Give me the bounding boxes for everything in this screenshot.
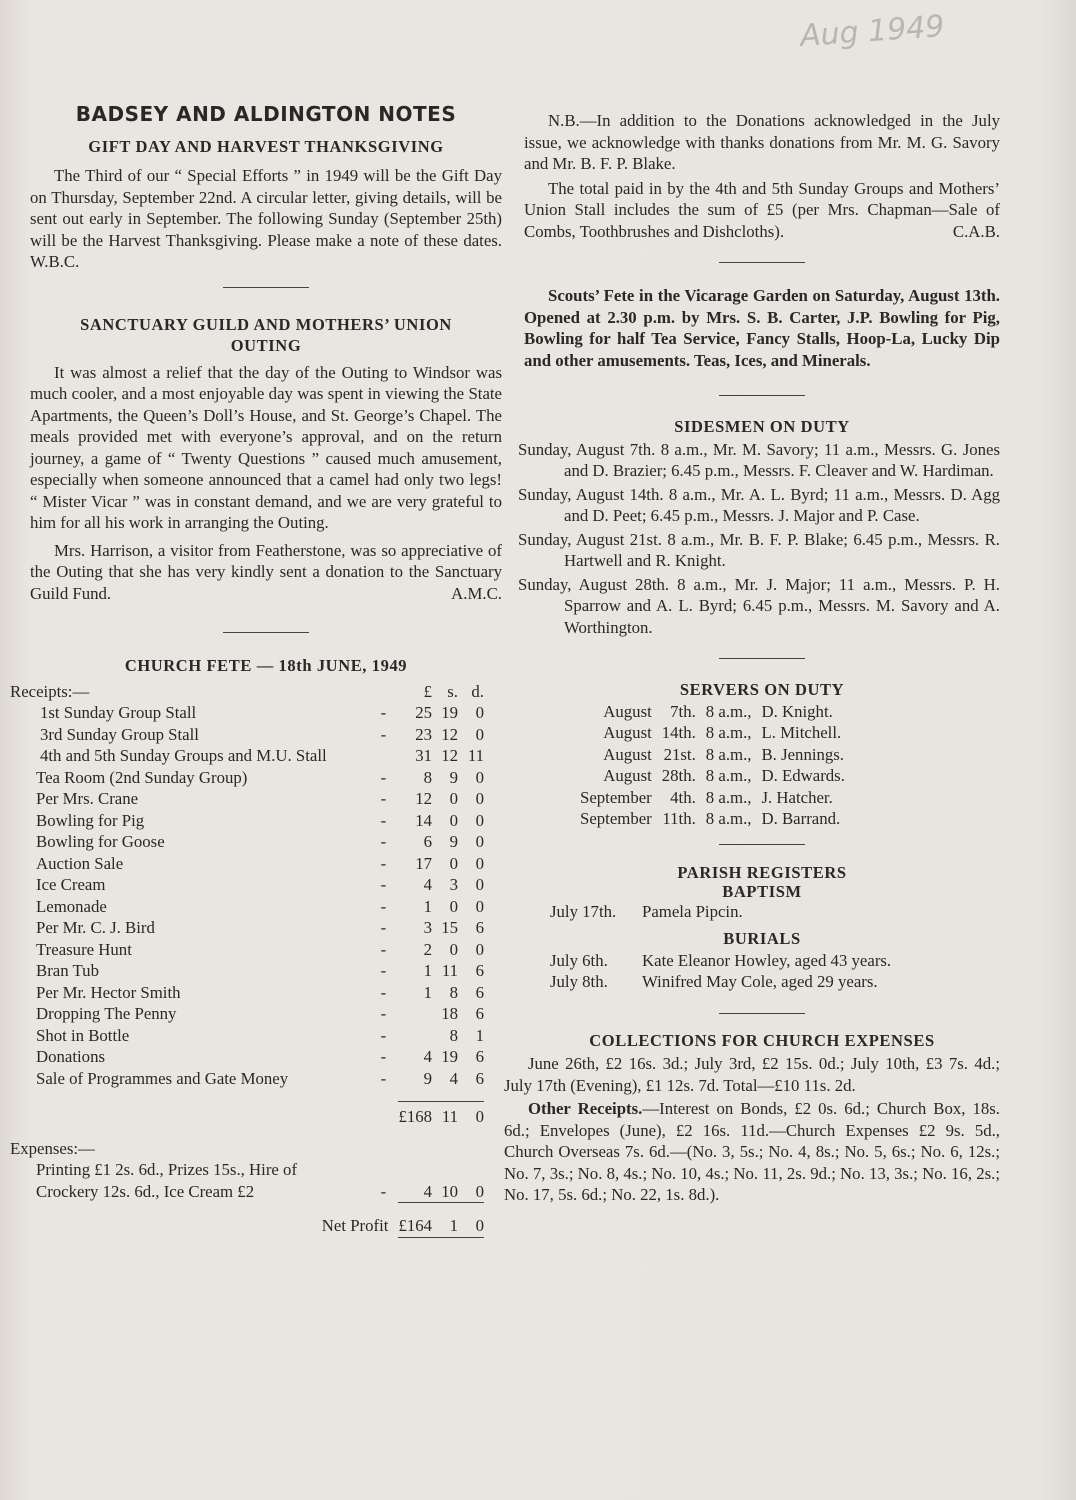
pounds-value — [398, 1025, 432, 1047]
server-name: J. Hatcher. — [761, 787, 833, 807]
collections-heading: COLLECTIONS FOR CHURCH EXPENSES — [589, 1030, 935, 1050]
register-name: Pamela Pipcin. — [642, 901, 743, 921]
divider-rule — [719, 1013, 805, 1014]
server-day: 28th. — [661, 766, 696, 785]
receipt-item: Ice Cream — [36, 875, 106, 894]
receipt-item: Dropping The Penny — [36, 1004, 177, 1023]
receipts-total-row — [10, 1102, 484, 1128]
pounds-value: 9 — [423, 1068, 432, 1088]
pounds-value: 12 — [415, 789, 432, 808]
server-day: 21st. — [663, 744, 696, 764]
register-name: Kate Eleanor Howley, aged 43 years. — [642, 950, 892, 970]
leader-dash: - — [380, 1004, 387, 1023]
pounds-value: 2 — [423, 939, 432, 959]
outing-paragraph-2-text: Mrs. Harrison, a visitor from Featherstone, was so appreciative of the Outing that she has very kindly sent a donation to the Sanctuary Guild Fund. — [30, 540, 502, 603]
receipt-row — [10, 702, 484, 724]
receipt-row — [10, 767, 484, 789]
receipt-row — [10, 853, 484, 875]
server-time: 8 a.m., — [705, 809, 752, 828]
receipts-label: Receipts:— — [10, 681, 90, 701]
gift-day-section — [30, 136, 502, 273]
gift-day-signature: W.B.C. — [30, 252, 80, 271]
shillings-value: 0 — [449, 939, 458, 959]
server-month: August — [603, 723, 652, 742]
sidesmen-heading: SIDESMEN ON DUTY — [674, 417, 850, 436]
scouts-fete-notice: Scouts’ Fete in the Vicarage Garden on Saturday, August 13th. Opened at 2.30 p.m. by Mrs. S. B. Carter, J.P. Bowling for Pig, Bowling for half Tea Service, Fancy Stalls, Hoop-La, Lucky Dip and other amusements. Teas, Ices, and Minerals. — [524, 286, 1000, 370]
pounds-value: 1 — [423, 982, 432, 1002]
receipt-row — [10, 831, 484, 853]
shillings-value: 0 — [449, 789, 458, 808]
pence-value: 11 — [467, 746, 484, 765]
expenses-label-row — [10, 1138, 484, 1160]
expenses-pence: 0 — [475, 1181, 484, 1201]
register-date: July 8th. — [550, 972, 608, 991]
baptism-list — [550, 901, 1000, 923]
shillings-value: 9 — [449, 832, 458, 851]
receipt-item: Donations — [36, 1047, 105, 1066]
outing-paragraph-2 — [30, 540, 502, 605]
server-name: D. Edwards. — [761, 766, 845, 785]
pounds-value: 1 — [423, 961, 432, 980]
server-name: D. Barrand. — [761, 809, 841, 828]
sidesmen-entry: Sunday, August 28th. 8 a.m., Mr. J. Major; 11 a.m., Messrs. P. H. Sparrow and A. L. Byrd; 6.45 p.m., Messrs. M. Savory and A. Worthington. — [518, 574, 1000, 637]
col-header-pence: d. — [471, 681, 484, 701]
receipt-row — [10, 960, 484, 982]
sidesmen-list — [518, 439, 1000, 639]
server-time: 8 a.m., — [705, 744, 752, 764]
expenses-label: Expenses:— — [10, 1138, 95, 1158]
shillings-value: 19 — [441, 703, 458, 722]
shillings-value: 19 — [441, 1047, 458, 1066]
shillings-value: 8 — [449, 1025, 458, 1045]
outing-section — [30, 314, 502, 605]
leader-dash: - — [380, 1047, 387, 1066]
total-pence: 0 — [458, 1102, 484, 1128]
receipt-row — [10, 939, 484, 961]
closing-rule — [398, 1237, 484, 1244]
pounds-value: 1 — [423, 896, 432, 916]
fete-accounts-table — [10, 681, 484, 1244]
nb-paragraph-1: N.B.—In addition to the Donations acknowledged in the July issue, we acknowledge with thanks donations from Mr. M. G. Savory and Mr. B. F. P. Blake. — [524, 111, 1000, 173]
receipt-row — [10, 788, 484, 810]
nb-signature: C.A.B. — [952, 221, 1000, 241]
receipt-item: Per Mr. C. J. Bird — [36, 918, 155, 937]
pence-value: 6 — [475, 918, 484, 937]
handwritten-date-note: Aug 1949 — [798, 9, 946, 54]
sidesmen-entry: Sunday, August 21st. 8 a.m., Mr. B. F. P. Blake; 6.45 p.m., Messrs. R. Hartwell and R. Knight. — [518, 529, 1000, 570]
sidesmen-entry: Sunday, August 7th. 8 a.m., Mr. M. Savory; 11 a.m., Messrs. G. Jones and D. Brazier; 6.45 p.m., Messrs. F. Cleaver and W. Hardiman. — [518, 439, 1000, 480]
pence-value: 0 — [475, 875, 484, 894]
leader-dash: - — [380, 875, 387, 894]
nb-paragraph-2-text: The total paid in by the 4th and 5th Sunday Groups and Mothers’ Union Stall includes the sum of £5 (per Mrs. Chapman—Sale of Combs, Toothbrushes and Dishcloths). — [524, 178, 1000, 241]
shillings-value: 15 — [441, 918, 458, 937]
leader-dash: - — [380, 982, 387, 1002]
burial-entry — [550, 971, 1000, 993]
leader-dash: - — [380, 724, 387, 744]
server-month: September — [580, 787, 652, 807]
spacer-row — [10, 1089, 484, 1102]
divider-rule — [719, 658, 805, 659]
pence-value: 0 — [475, 896, 484, 916]
receipt-row — [10, 810, 484, 832]
server-name: D. Knight. — [761, 701, 833, 721]
burials-heading: BURIALS — [723, 929, 801, 948]
receipt-item: 1st Sunday Group Stall — [40, 703, 197, 722]
parish-registers-section — [524, 863, 1000, 993]
receipt-item: Bowling for Pig — [36, 810, 145, 830]
register-date: July 6th. — [550, 950, 608, 970]
server-row — [580, 787, 855, 809]
receipt-row — [10, 982, 484, 1004]
receipt-item: Shot in Bottle — [36, 1025, 130, 1045]
pence-value: 0 — [475, 789, 484, 808]
leader-dash: - — [380, 961, 387, 980]
receipt-row — [10, 1025, 484, 1047]
shillings-value: 3 — [449, 875, 458, 894]
pounds-value: 8 — [423, 767, 432, 787]
server-day: 4th. — [670, 787, 696, 807]
total-pounds: £168 — [398, 1102, 432, 1128]
leader-dash: - — [380, 703, 387, 722]
server-time: 8 a.m., — [705, 723, 752, 742]
expenses-pounds: 4 — [423, 1181, 432, 1201]
leader-dash — [368, 745, 398, 767]
church-fete-section — [10, 655, 502, 1244]
expenses-total-row — [10, 1181, 484, 1203]
leader-dash: - — [380, 853, 387, 873]
receipt-item: Per Mrs. Crane — [36, 789, 139, 808]
net-profit-pounds: £164 — [398, 1203, 432, 1238]
net-profit-label: Net Profit — [321, 1215, 389, 1235]
shillings-value: 4 — [449, 1068, 458, 1088]
server-month: August — [603, 766, 652, 785]
leader-dash: - — [380, 1025, 387, 1045]
server-row — [580, 765, 855, 787]
server-time: 8 a.m., — [705, 787, 752, 807]
gift-day-body — [30, 165, 502, 273]
divider-rule — [719, 844, 805, 845]
server-month: August — [603, 744, 652, 764]
server-month: August — [603, 701, 652, 721]
server-month: September — [580, 809, 652, 828]
server-row — [580, 701, 855, 723]
baptism-heading: BAPTISM — [722, 881, 802, 901]
receipt-item: Lemonade — [36, 896, 107, 916]
pounds-value: 14 — [415, 810, 432, 830]
gift-day-heading: GIFT DAY AND HARVEST THANKSGIVING — [88, 136, 444, 156]
receipt-item: Treasure Hunt — [36, 939, 132, 959]
right-column — [504, 110, 1000, 1206]
servers-section — [524, 679, 1000, 830]
leader-dash: - — [380, 1068, 387, 1088]
server-time: 8 a.m., — [705, 766, 752, 785]
shillings-value: 9 — [449, 767, 458, 787]
pounds-value: 25 — [415, 703, 432, 722]
expenses-line-2: Crockery 12s. 6d., Ice Cream £2 — [36, 1181, 255, 1201]
receipt-item: Bowling for Goose — [36, 832, 165, 851]
receipt-item: Auction Sale — [36, 853, 124, 873]
shillings-value: 12 — [441, 724, 458, 744]
pounds-value: 23 — [415, 724, 432, 744]
other-receipts-text: —Interest on Bonds, £2 0s. 6d.; Church Box, 18s. 6d.; Envelopes (June), £2 16s. 11d.—Church Expenses £2 9s. 5d., Church Overseas 7s. 6d.—(No. 3, 5s.; No. 4, 8s.; No. 5, 6s.; No. 6, 12s.; No. 7, 3s.; No. 8, 4s.; No. 10, 4s.; No. 11, 2s. 9d.; No. 13, 3s.; No. 16, 2s.; No. 17, 5s. 6d.; No. 22, 1s. 8d.). — [504, 1099, 1000, 1204]
pence-value: 6 — [475, 1004, 484, 1023]
server-day: 14th. — [661, 723, 696, 742]
server-day: 7th. — [670, 701, 696, 721]
baptism-entry — [550, 901, 1000, 923]
pence-value: 0 — [475, 939, 484, 959]
sidesmen-section — [518, 416, 1000, 638]
divider-rule — [223, 632, 309, 633]
closing-rule-row — [10, 1237, 484, 1244]
pence-value: 0 — [475, 767, 484, 787]
expenses-line-row — [10, 1159, 484, 1181]
server-name: B. Jennings. — [761, 744, 844, 764]
server-name: L. Mitchell. — [761, 723, 842, 742]
net-profit-pence: 0 — [458, 1203, 484, 1238]
receipt-item: Tea Room (2nd Sunday Group) — [36, 767, 248, 787]
pounds-value: 4 — [423, 1047, 432, 1066]
leader-dash: - — [380, 832, 387, 851]
pence-value: 1 — [475, 1025, 484, 1045]
gift-day-text: The Third of our “ Special Efforts ” in 1949 will be the Gift Day on Thursday, September 22nd. A circular letter, giving details, will be sent out early in September. The following Sunday (September 25th) will be the Harvest Thanksgiving. Please make a note of these dates. — [30, 166, 502, 250]
shillings-value: 8 — [449, 982, 458, 1002]
receipt-row — [10, 1068, 484, 1090]
receipt-item: Sale of Programmes and Gate Money — [36, 1068, 289, 1088]
pounds-value: 3 — [423, 918, 432, 937]
pounds-value: 17 — [415, 853, 432, 873]
net-profit-shillings: 1 — [432, 1203, 458, 1238]
leader-dash: - — [380, 767, 387, 787]
leader-dash: - — [380, 918, 387, 937]
server-row — [580, 808, 855, 830]
leader-dash: - — [380, 896, 387, 916]
shillings-value: 0 — [449, 896, 458, 916]
col-header-shillings: s. — [447, 681, 458, 701]
pence-value: 0 — [475, 724, 484, 744]
shillings-value: 0 — [449, 853, 458, 873]
church-fete-heading: CHURCH FETE — 18th JUNE, 1949 — [124, 656, 408, 675]
server-row — [580, 722, 855, 744]
pence-value: 0 — [475, 810, 484, 830]
leader-dash: - — [380, 939, 387, 959]
scouts-fete-section — [524, 285, 1000, 371]
other-receipts — [504, 1098, 1000, 1206]
receipt-item: 4th and 5th Sunday Groups and M.U. Stall — [40, 746, 327, 765]
receipt-row — [10, 745, 484, 767]
leader-dash: - — [380, 1181, 387, 1201]
spacer-row — [10, 1128, 484, 1138]
pence-value: 0 — [475, 703, 484, 722]
receipt-row — [10, 874, 484, 896]
expenses-shillings: 10 — [441, 1181, 458, 1201]
total-shillings: 11 — [432, 1102, 458, 1128]
shillings-value: 12 — [441, 746, 458, 765]
receipt-row — [10, 1003, 484, 1025]
net-profit-row — [10, 1203, 484, 1238]
col-header-pounds: £ — [423, 681, 432, 701]
divider-rule — [223, 287, 309, 288]
pounds-value: 31 — [415, 746, 432, 765]
parish-registers-heading: PARISH REGISTERS — [677, 862, 847, 882]
register-date: July 17th. — [550, 901, 617, 921]
pence-value: 6 — [475, 982, 484, 1002]
receipt-row — [10, 917, 484, 939]
receipts-header-row — [10, 681, 484, 703]
receipt-item: Per Mr. Hector Smith — [36, 982, 181, 1002]
pounds-value: 4 — [423, 875, 432, 894]
receipt-row — [10, 896, 484, 918]
divider-rule — [719, 395, 805, 396]
receipt-item: Bran Tub — [36, 961, 99, 980]
leader-dash: - — [380, 810, 387, 830]
divider-rule — [719, 262, 805, 263]
register-name: Winifred May Cole, aged 29 years. — [642, 972, 878, 991]
pence-value: 0 — [475, 853, 484, 873]
servers-table — [580, 701, 855, 830]
other-receipts-label: Other Receipts. — [528, 1099, 643, 1118]
server-time: 8 a.m., — [705, 701, 752, 721]
leader-dash: - — [380, 789, 387, 808]
sidesmen-entry: Sunday, August 14th. 8 a.m., Mr. A. L. Byrd; 11 a.m., Messrs. D. Agg and D. Peet; 6.45 p.m., Messrs. J. Major and P. Case. — [518, 484, 1000, 525]
receipt-item: 3rd Sunday Group Stall — [40, 724, 199, 744]
pounds-value — [398, 1003, 432, 1025]
pence-value: 0 — [475, 832, 484, 851]
left-column — [10, 102, 502, 1244]
nb-section — [524, 110, 1000, 242]
pounds-value: 6 — [423, 832, 432, 851]
masthead-title: BADSEY AND ALDINGTON NOTES — [75, 102, 457, 126]
shillings-value: 0 — [449, 810, 458, 830]
outing-signature: A.M.C. — [451, 583, 502, 603]
pence-value: 6 — [475, 1068, 484, 1088]
receipt-row — [10, 724, 484, 746]
shillings-value: 11 — [441, 961, 458, 980]
outing-heading: SANCTUARY GUILD AND MOTHERS’ UNION OUTING — [80, 314, 452, 355]
collections-body: June 26th, £2 16s. 3d.; July 3rd, £2 15s. 0d.; July 10th, £3 7s. 4d.; July 17th (Evening), £1 12s. 7d. Total—£10 11s. 2d. — [504, 1054, 1000, 1095]
shillings-value: 18 — [441, 1004, 458, 1023]
burial-entry — [550, 950, 1000, 972]
pence-value: 6 — [475, 961, 484, 980]
expenses-line-1: Printing £1 2s. 6d., Prizes 15s., Hire of — [36, 1160, 298, 1179]
servers-heading: SERVERS ON DUTY — [679, 680, 845, 699]
burial-list — [550, 950, 1000, 993]
server-day: 11th. — [662, 809, 696, 828]
receipt-row — [10, 1046, 484, 1068]
outing-paragraph-1: It was almost a relief that the day of the Outing to Windsor was much cooler, and a most enjoyable day was spent in viewing the State Apartments, the Queen’s Doll’s House, and St. George’s Chapel. The meals provided met with everyone’s approval, and on the return journey, a game of “ Twenty Questions ” caused much amusement, especially when someone announced that a camel had only two legs! “ Mister Vicar ” was in constant demand, and we are very grateful to him for all his work in arranging the Outing. — [30, 362, 502, 532]
pence-value: 6 — [475, 1047, 484, 1066]
collections-section — [504, 1030, 1000, 1206]
nb-paragraph-2 — [524, 178, 1000, 243]
server-row — [580, 744, 855, 766]
